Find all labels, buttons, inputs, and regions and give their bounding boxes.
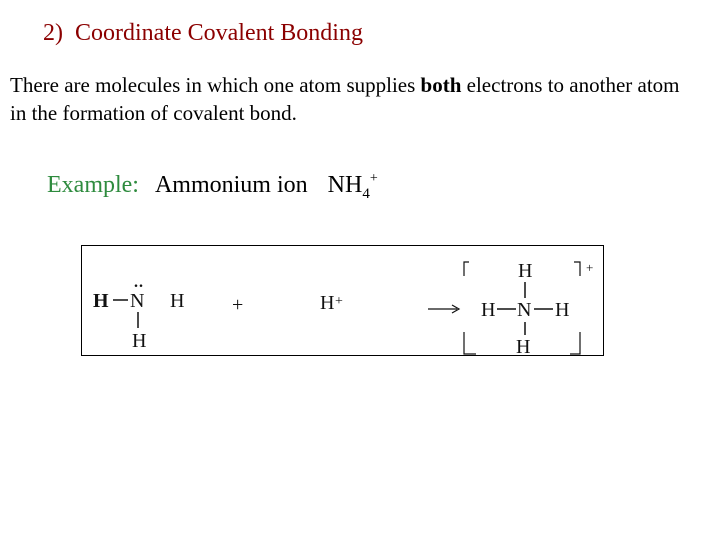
lone-pair-dots: .. xyxy=(134,274,144,291)
formula-superscript: + xyxy=(369,171,378,186)
intro-emphasis: both xyxy=(420,73,462,97)
formula-base: NH xyxy=(327,172,363,198)
product-n: N xyxy=(517,299,532,321)
bracket-bottom-left xyxy=(464,332,476,354)
product-left-h: H xyxy=(481,299,496,321)
intro-text-before: There are molecules in which one atom supplies xyxy=(10,73,421,97)
intro-paragraph xyxy=(10,71,690,127)
bracket-bottom-right xyxy=(570,332,580,354)
ammonia-n: N xyxy=(130,290,145,312)
reaction-figure xyxy=(81,245,604,356)
product-charge: + xyxy=(586,260,594,275)
ammonium-formula xyxy=(327,171,378,202)
example-label: Example: xyxy=(47,172,139,198)
formula-subscript: 4 xyxy=(362,186,370,202)
slide-title-text: Coordinate Covalent Bonding xyxy=(75,20,363,46)
intro-text-after: electrons to another atom in the formation of covalent bond. xyxy=(10,73,680,125)
slide-number: 2) xyxy=(43,20,63,46)
product-right-h: H xyxy=(555,299,570,321)
ammonia-right-h: H xyxy=(170,290,185,312)
example-value: Ammonium ion xyxy=(154,172,308,198)
product-bottom-h: H xyxy=(516,336,531,357)
example-line xyxy=(47,171,378,203)
proton-h: H xyxy=(320,292,335,314)
product-top-h: H xyxy=(518,260,533,282)
bracket-top-left xyxy=(464,262,469,276)
bracket-top-right xyxy=(574,262,580,276)
ammonia-bottom-h: H xyxy=(132,330,147,352)
plus-sign: + xyxy=(232,294,244,316)
ammonia-left-h: H xyxy=(93,290,109,312)
slide-title xyxy=(43,20,363,47)
reaction-diagram xyxy=(82,246,605,357)
proton-charge: + xyxy=(335,294,343,309)
